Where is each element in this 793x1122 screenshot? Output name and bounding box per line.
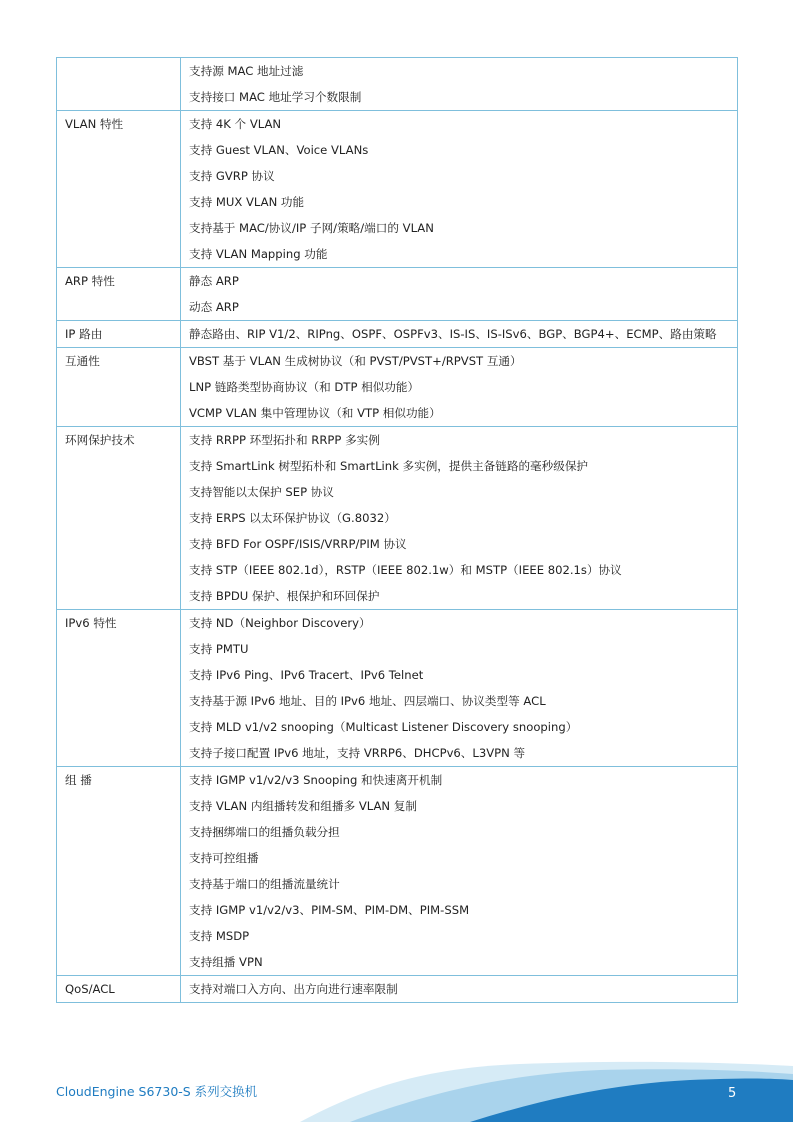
spec-category-label: 组 播 [65,773,92,787]
spec-detail-line: 支持 VLAN Mapping 功能 [189,247,328,261]
spec-detail-line: 支持接口 MAC 地址学习个数限制 [189,90,362,104]
spec-row [57,268,738,321]
spec-detail-cell [181,976,738,1003]
spec-detail-line: 支持智能以太保护 SEP 协议 [189,485,334,499]
spec-detail-line: 支持 MSDP [189,929,250,943]
spec-detail-cell [181,321,738,348]
footer-product-title: CloudEngine S6730-S 系列交换机 [56,1084,258,1099]
spec-category-label: 互通性 [65,354,100,368]
spec-category-label: IP 路由 [65,327,103,341]
spec-detail-line: 支持源 MAC 地址过滤 [189,64,304,78]
spec-category-cell [57,268,181,321]
spec-row [57,976,738,1003]
spec-category-label: VLAN 特性 [65,117,124,131]
spec-category-label: ARP 特性 [65,274,115,288]
spec-detail-line: 支持 IPv6 Ping、IPv6 Tracert、IPv6 Telnet [189,668,424,682]
spec-detail-line: VCMP VLAN 集中管理协议（和 VTP 相似功能） [189,406,441,420]
spec-detail-line: 支持子接口配置 IPv6 地址，支持 VRRP6、DHCPv6、L3VPN 等 [189,746,526,760]
spec-category-cell [57,427,181,610]
spec-detail-cell [181,427,738,610]
spec-row [57,348,738,427]
spec-detail-cell [181,268,738,321]
spec-table-body [57,58,738,1003]
spec-row [57,767,738,976]
spec-detail-line: 支持 VLAN 内组播转发和组播多 VLAN 复制 [189,799,417,813]
spec-detail-line: 支持 GVRP 协议 [189,169,275,183]
spec-category-label: QoS/ACL [65,982,115,996]
spec-detail-line: 支持可控组播 [189,851,259,865]
spec-detail-line: 支持 4K 个 VLAN [189,117,282,131]
spec-detail-cell [181,348,738,427]
spec-category-label: 环网保护技术 [65,433,135,447]
spec-detail-line: 支持 RRPP 环型拓扑和 RRPP 多实例 [189,433,380,447]
spec-detail-line: 支持基于源 IPv6 地址、目的 IPv6 地址、四层端口、协议类型等 ACL [189,694,546,708]
spec-row [57,58,738,111]
spec-detail-line: 支持 ERPS 以太环保护协议（G.8032） [189,511,396,525]
spec-category-cell [57,58,181,111]
spec-detail-line: 支持 BFD For OSPF/ISIS/VRRP/PIM 协议 [189,537,407,551]
spec-row [57,610,738,767]
spec-detail-line: 支持 IGMP v1/v2/v3 Snooping 和快速离开机制 [189,773,443,787]
spec-category-cell [57,767,181,976]
spec-detail-cell [181,767,738,976]
spec-detail-line: 支持 STP（IEEE 802.1d），RSTP（IEEE 802.1w）和 MSTP（IEEE 802.1s）协议 [189,563,622,577]
spec-category-cell [57,348,181,427]
spec-detail-line: 支持组播 VPN [189,955,263,969]
spec-detail-line: 支持 MLD v1/v2 snooping（Multicast Listener Discovery snooping） [189,720,578,734]
spec-detail-line: 支持 SmartLink 树型拓朴和 SmartLink 多实例，提供主备链路的毫秒级保护 [189,459,589,473]
spec-row [57,111,738,268]
spec-category-cell [57,321,181,348]
spec-detail-line: 支持基于 MAC/协议/IP 子网/策略/端口的 VLAN [189,221,434,235]
spec-row [57,321,738,348]
spec-detail-line: LNP 链路类型协商协议（和 DTP 相似功能） [189,380,420,394]
spec-detail-line: 支持 IGMP v1/v2/v3、PIM-SM、PIM-DM、PIM-SSM [189,903,470,917]
spec-detail-line: 动态 ARP [189,300,239,314]
spec-category-cell [57,976,181,1003]
spec-detail-line: 静态 ARP [189,274,239,288]
spec-category-cell [57,111,181,268]
spec-detail-line: 支持 MUX VLAN 功能 [189,195,305,209]
spec-category-cell [57,610,181,767]
page-number: 5 [728,1086,737,1101]
spec-detail-line: 支持 Guest VLAN、Voice VLANs [189,143,369,157]
spec-detail-line: 支持 PMTU [189,642,249,656]
spec-detail-cell [181,610,738,767]
spec-detail-cell [181,58,738,111]
spec-table [56,57,738,1003]
spec-detail-line: 支持 BPDU 保护、根保护和环回保护 [189,589,380,603]
spec-detail-line: VBST 基于 VLAN 生成树协议（和 PVST/PVST+/RPVST 互通） [189,354,522,368]
spec-detail-line: 支持基于端口的组播流量统计 [189,877,340,891]
spec-category-label: IPv6 特性 [65,616,117,630]
spec-detail-line: 支持捆绑端口的组播负载分担 [189,825,340,839]
spec-row [57,427,738,610]
spec-detail-cell [181,111,738,268]
spec-detail-line: 支持 ND（Neighbor Discovery） [189,616,371,630]
spec-detail-line: 支持对端口入方向、出方向进行速率限制 [189,982,398,996]
spec-detail-line: 静态路由、RIP V1/2、RIPng、OSPF、OSPFv3、IS-IS、IS-ISv6、BGP、BGP4+、ECMP、路由策略 [189,327,717,341]
